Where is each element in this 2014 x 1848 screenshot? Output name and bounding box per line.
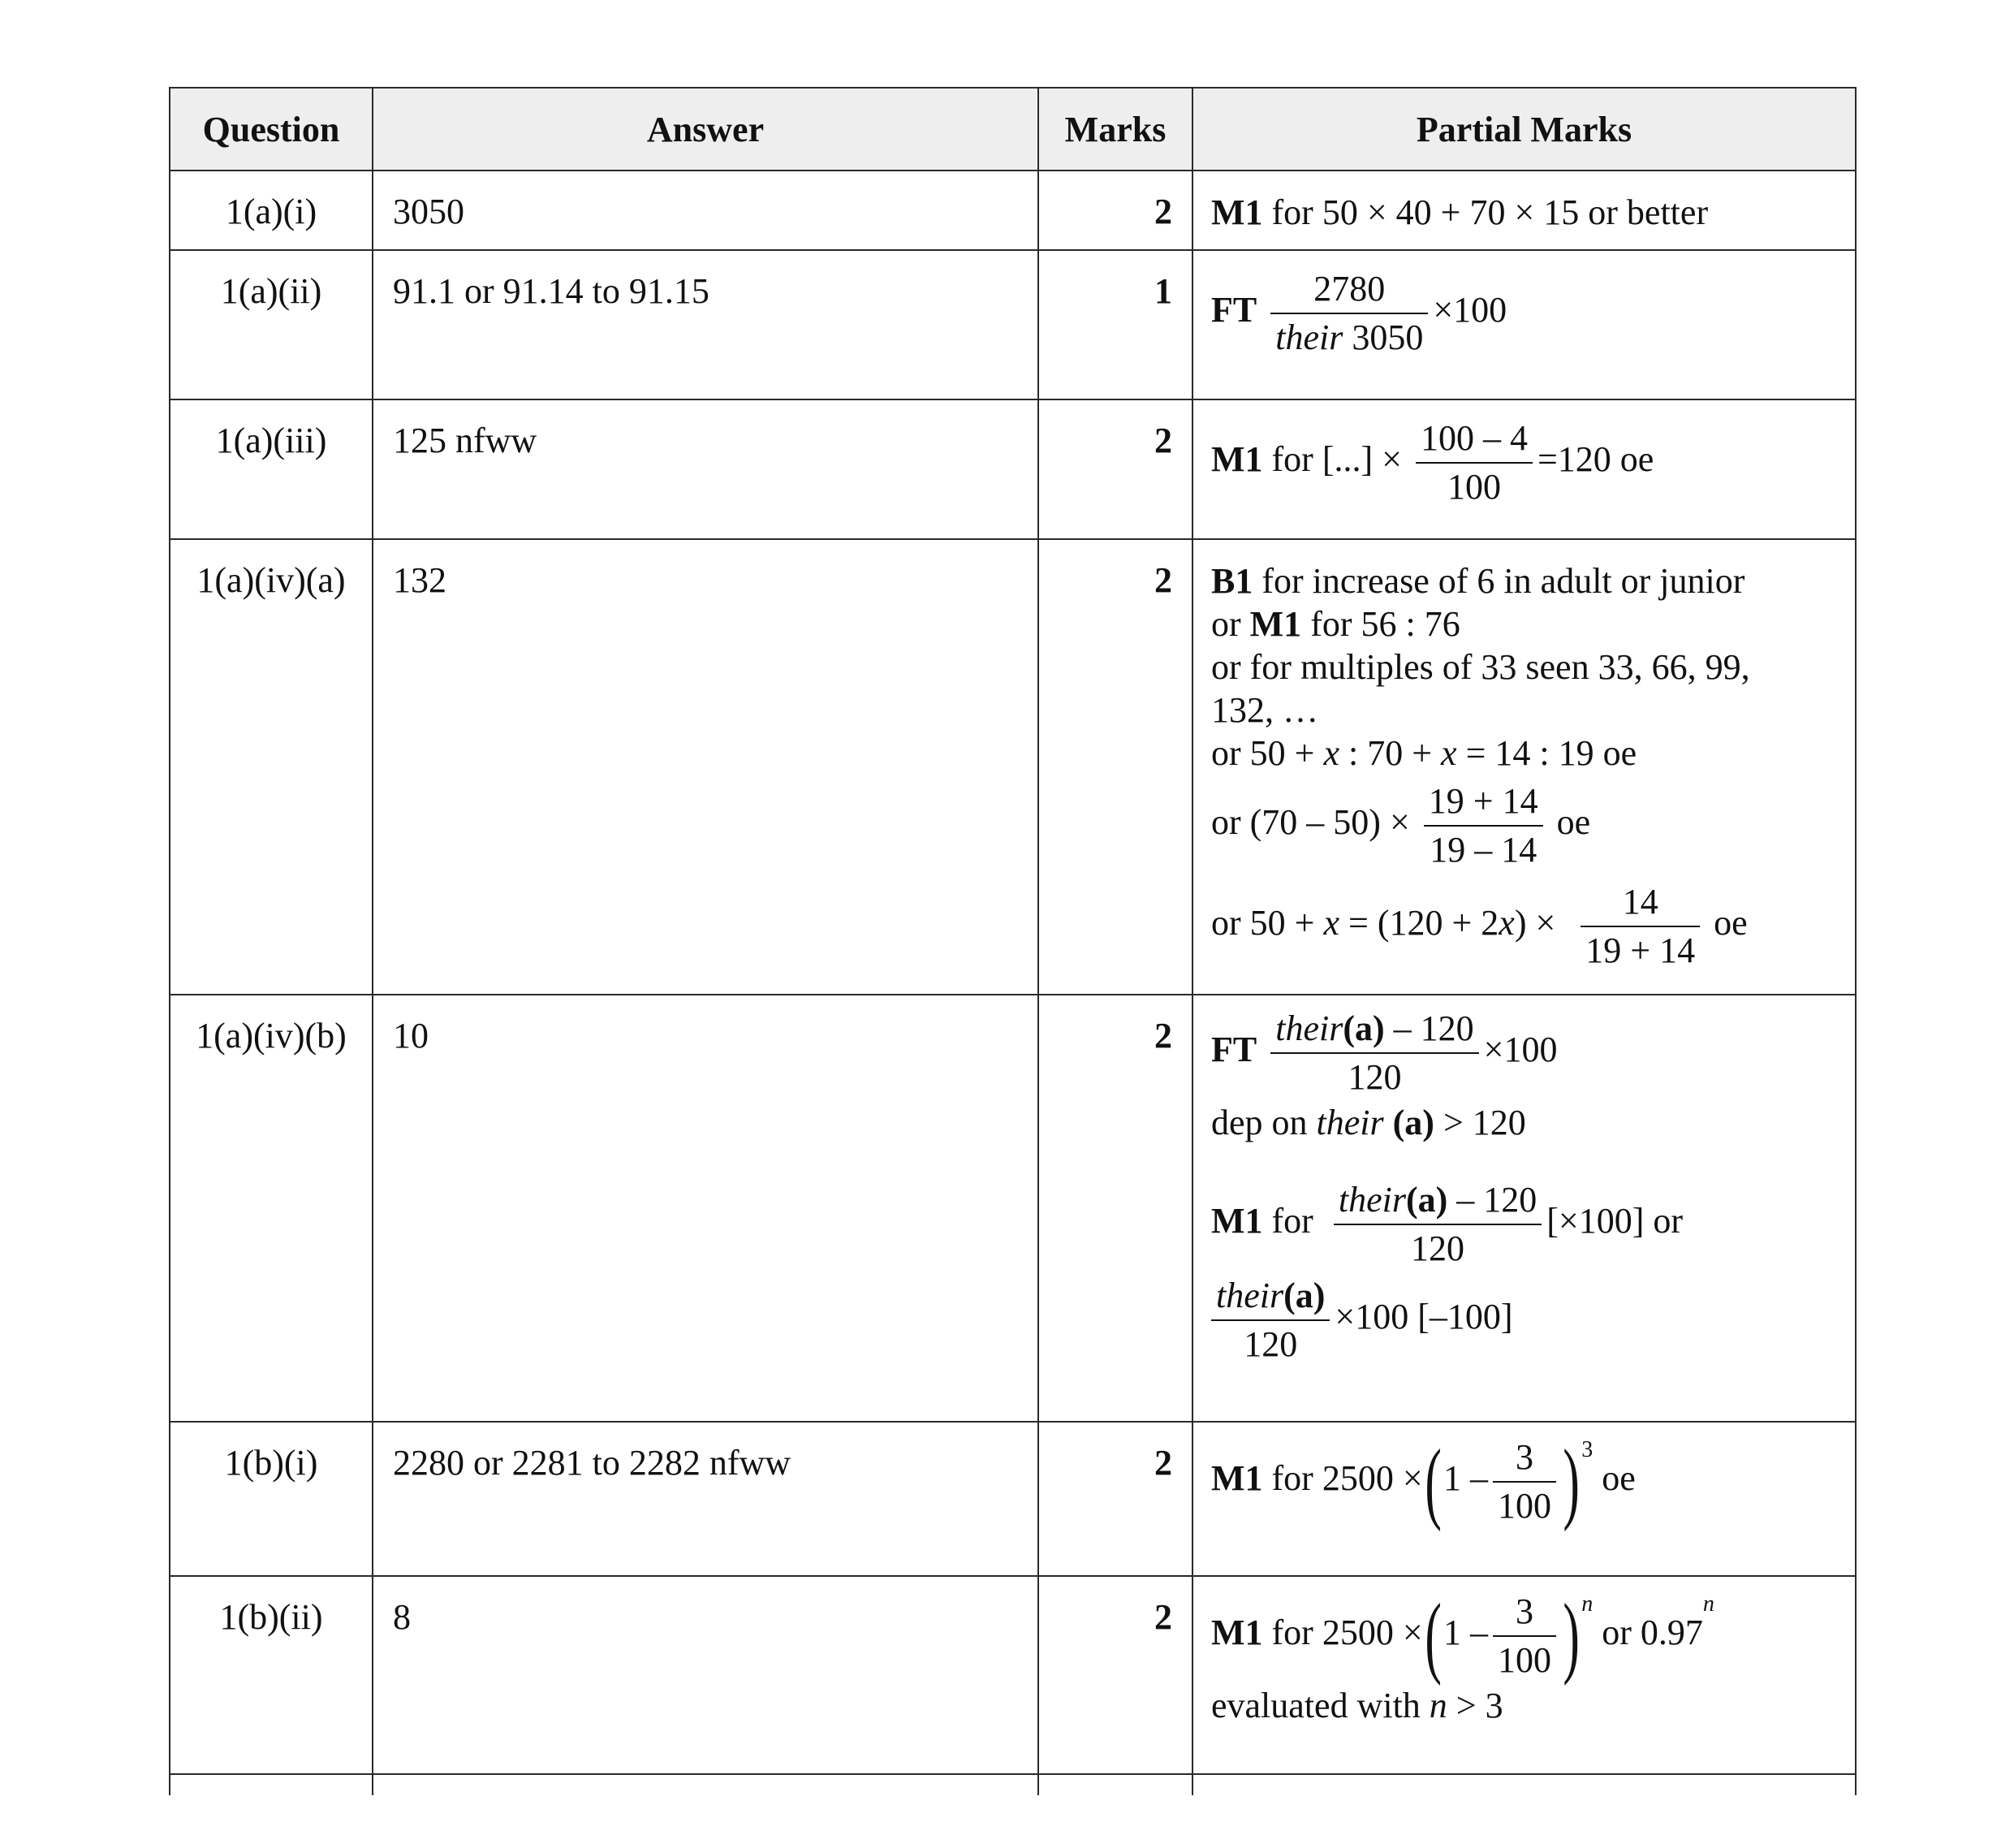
fraction (1270, 1005, 1478, 1101)
marks-cell: 2 (1038, 539, 1192, 995)
partial-text: = 14 : 19 oe (1456, 733, 1637, 773)
denominator-value: 3050 (1343, 317, 1424, 357)
exponent: n (1581, 1591, 1594, 1617)
mark-code: M1 (1211, 1458, 1263, 1499)
their-text: their (1338, 1180, 1406, 1220)
fraction-tail: ×100 (1433, 290, 1507, 330)
partial-text: or 0.97 (1593, 1613, 1703, 1653)
question-cell: 1(a)(ii) (170, 250, 373, 399)
fraction-tail: ×100 (1483, 1030, 1558, 1070)
partial-text: 1 – (1443, 1458, 1488, 1499)
partial-marks-cell (1192, 995, 1856, 1422)
fraction-numerator: 100 – 4 (1416, 415, 1533, 464)
mark-code: M1 (1211, 439, 1263, 480)
partial-text: > 120 (1434, 1103, 1526, 1142)
answer-cell (373, 1774, 1038, 1795)
fraction-denominator: 100 (1447, 467, 1501, 507)
fraction (1416, 415, 1533, 511)
partial-line (1211, 1005, 1835, 1101)
numerator-rest: – 120 (1384, 1008, 1474, 1048)
fraction (1424, 778, 1543, 874)
partial-text: for (1262, 1201, 1313, 1241)
partial-line (1211, 1588, 1835, 1684)
partial-line (1211, 1177, 1835, 1272)
table-row (170, 250, 1856, 399)
header-partial-marks: Partial Marks (1192, 88, 1856, 171)
fraction-tail: =120 oe (1537, 439, 1654, 480)
mark-code: B1 (1211, 561, 1253, 601)
partial-text: evaluated with (1211, 1686, 1430, 1725)
answer-cell: 125 nfww (373, 399, 1038, 539)
partial-text: for 2500 × (1262, 1458, 1423, 1499)
question-cell: 1(a)(iii) (170, 399, 373, 539)
partial-marks-cell (1192, 1576, 1856, 1774)
marks-cell: 2 (1038, 995, 1192, 1422)
fraction-denominator: 19 + 14 (1585, 930, 1696, 970)
fraction-denominator: 120 (1348, 1057, 1402, 1097)
marks-cell: 1 (1038, 250, 1192, 399)
mark-code: M1 (1211, 1613, 1263, 1653)
question-cell: 1(a)(iv)(b) (170, 995, 373, 1422)
partial-text: = (120 + 2 (1339, 903, 1499, 943)
fraction-denominator: 100 (1497, 1486, 1551, 1526)
partial-marks-cell (1192, 171, 1856, 250)
fraction-numerator (1270, 1005, 1478, 1054)
header-question: Question (170, 88, 373, 171)
partial-text: for [...] × (1262, 439, 1402, 480)
partial-marks-cell (1192, 1774, 1856, 1795)
part-ref: (a) (1343, 1008, 1385, 1048)
answer-cell: 132 (373, 539, 1038, 995)
partial-text: oe (1593, 1458, 1636, 1499)
marks-cell: 2 (1038, 1422, 1192, 1576)
partial-text: or 50 + (1211, 733, 1324, 773)
variable-x: x (1323, 733, 1339, 773)
fraction-numerator: 2780 (1270, 266, 1428, 314)
right-paren: ) (1563, 1586, 1580, 1686)
partial-line: 132, … (1211, 690, 1318, 730)
answer-cell: 8 (373, 1576, 1038, 1774)
partial-text: dep on (1211, 1103, 1317, 1142)
fraction-denominator: 100 (1497, 1640, 1551, 1680)
variable-n: n (1429, 1686, 1447, 1725)
fraction-numerator: 19 + 14 (1424, 778, 1543, 827)
marks-cell: 2 (1038, 1576, 1192, 1774)
fraction-denominator: 120 (1411, 1228, 1465, 1268)
partial-line (1211, 602, 1835, 646)
variable-x: x (1323, 903, 1339, 943)
partial-text: or (1211, 604, 1250, 644)
partial-line (1211, 559, 1835, 602)
question-cell: 1(b)(ii) (170, 1576, 373, 1774)
mark-code: M1 (1211, 1201, 1263, 1241)
partial-marks-cell (1192, 399, 1856, 539)
fraction-numerator (1334, 1177, 1542, 1225)
fraction (1581, 879, 1700, 974)
left-paren: ( (1425, 1431, 1442, 1532)
table-row (170, 399, 1856, 539)
partial-text: oe (1547, 802, 1591, 843)
fraction (1270, 266, 1428, 361)
answer-cell: 10 (373, 995, 1038, 1422)
exponent: n (1702, 1591, 1714, 1617)
part-ref: (a) (1283, 1276, 1326, 1315)
mark-code: M1 (1249, 604, 1302, 644)
question-cell: 1(b)(i) (170, 1422, 373, 1576)
answer-cell: 91.1 or 91.14 to 91.15 (373, 250, 1038, 399)
variable-x: x (1441, 733, 1457, 773)
part-ref: (a) (1383, 1103, 1434, 1142)
table-row (170, 539, 1856, 995)
partial-text: for 56 : 76 (1301, 604, 1460, 644)
partial-line (1211, 1684, 1835, 1727)
partial-line (1211, 732, 1835, 775)
partial-text: ) × (1514, 903, 1556, 943)
their-text: their (1216, 1276, 1284, 1315)
mark-code: FT (1211, 1030, 1257, 1070)
their-text: their (1275, 317, 1343, 357)
exponent: 3 (1581, 1437, 1594, 1462)
fraction-numerator (1211, 1272, 1330, 1321)
partial-text: : 70 + (1339, 733, 1442, 773)
table-row (170, 1422, 1856, 1576)
fraction-denominator (1270, 314, 1428, 361)
partial-line (1211, 1272, 1835, 1368)
header-marks: Marks (1038, 88, 1192, 171)
fraction (1493, 1588, 1556, 1684)
fraction (1493, 1434, 1556, 1530)
partial-marks-cell (1192, 250, 1856, 399)
right-paren: ) (1563, 1431, 1580, 1532)
question-cell (170, 1774, 373, 1795)
table-row (170, 171, 1856, 250)
fraction (1211, 1272, 1330, 1368)
partial-line (1211, 778, 1835, 874)
question-cell: 1(a)(iv)(a) (170, 539, 373, 995)
partial-text: for increase of 6 in adult or junior (1253, 561, 1745, 601)
mark-code: FT (1211, 290, 1257, 330)
fraction-numerator: 3 (1493, 1434, 1556, 1483)
fraction-numerator: 14 (1581, 879, 1700, 927)
partial-line (1211, 1101, 1835, 1144)
partial-text: or 50 + (1211, 903, 1324, 943)
partial-marks-cell (1192, 539, 1856, 995)
part-ref: (a) (1405, 1180, 1448, 1220)
table-row (170, 995, 1856, 1422)
header-row (170, 88, 1856, 171)
partial-text: for 2500 × (1262, 1613, 1423, 1653)
partial-line: or for multiples of 33 seen 33, 66, 99, (1211, 647, 1750, 687)
fraction-tail: ×100 [–100] (1335, 1297, 1513, 1337)
marks-cell (1038, 1774, 1192, 1795)
marks-cell: 2 (1038, 171, 1192, 250)
partial-text: oe (1705, 903, 1748, 943)
left-paren: ( (1425, 1586, 1442, 1686)
their-text: their (1275, 1008, 1343, 1048)
partial-line (1211, 879, 1835, 974)
answer-cell: 3050 (373, 171, 1038, 250)
partial-text: 1 – (1443, 1613, 1488, 1653)
fraction-denominator: 19 – 14 (1430, 830, 1537, 870)
question-cell: 1(a)(i) (170, 171, 373, 250)
answer-cell: 2280 or 2281 to 2282 nfww (373, 1422, 1038, 1576)
fraction-numerator: 3 (1493, 1588, 1556, 1637)
partial-text: or (1644, 1201, 1684, 1241)
table-row-continued (170, 1774, 1856, 1795)
fraction-denominator: 120 (1244, 1324, 1298, 1364)
partial-text: > 3 (1447, 1686, 1503, 1725)
mark-scheme-table (169, 87, 1857, 1795)
their-text: their (1316, 1103, 1384, 1142)
fraction-tail: [×100] (1546, 1201, 1645, 1241)
fraction (1334, 1177, 1542, 1272)
table-row (170, 1576, 1856, 1774)
partial-text: for 50 × 40 + 70 × 15 or better (1262, 192, 1709, 232)
partial-marks-cell (1192, 1422, 1856, 1576)
marks-cell: 2 (1038, 399, 1192, 539)
numerator-rest: – 120 (1447, 1180, 1537, 1220)
variable-x: x (1499, 903, 1515, 943)
header-answer: Answer (373, 88, 1038, 171)
mark-code: M1 (1211, 192, 1263, 232)
partial-text: or (70 – 50) × (1211, 802, 1410, 843)
